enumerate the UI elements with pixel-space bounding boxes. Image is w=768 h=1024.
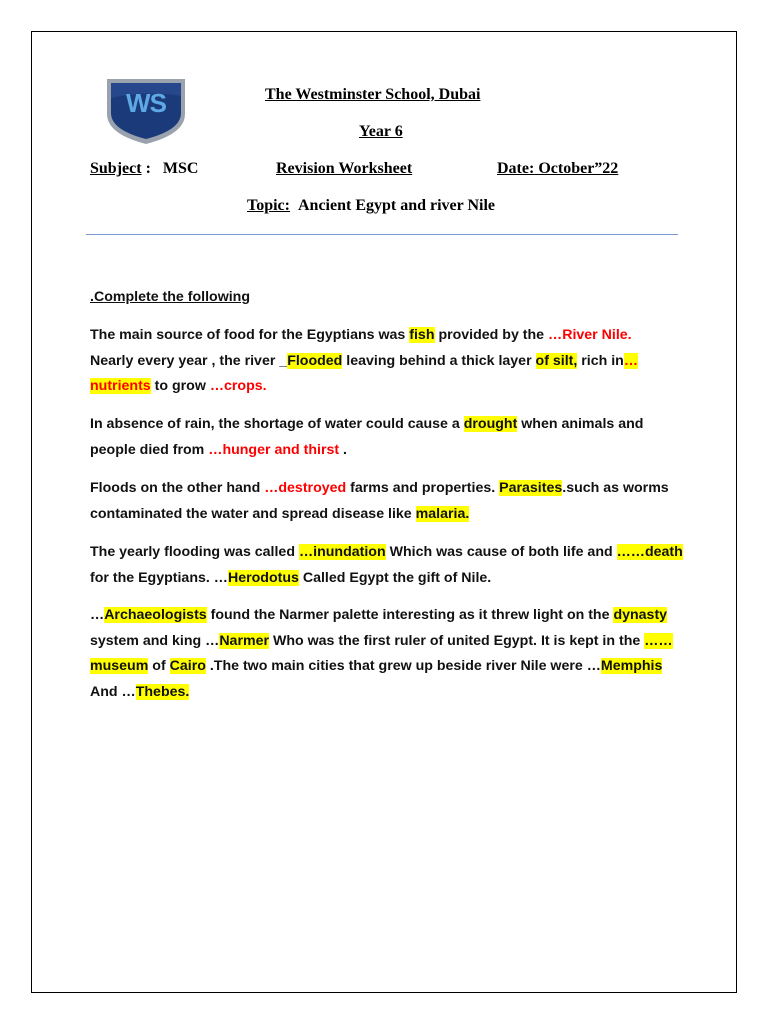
- topic-line: [247, 197, 495, 215]
- p5-answer-museum: ……museum: [90, 632, 673, 674]
- p1-text-6: to grow: [150, 378, 210, 394]
- p1-text-4: leaving behind a thick layer: [342, 352, 536, 369]
- school-logo: [104, 76, 188, 146]
- logo-letters: WS: [126, 88, 166, 118]
- p3-answer-destroyed: …destroyed: [264, 480, 347, 496]
- p3-text-3: .such as worms contaminated the water and spread disease like: [90, 480, 669, 522]
- p2-text-3: .: [339, 441, 347, 458]
- p1-answer-nutrients: …nutrients: [90, 352, 639, 394]
- date-line: [497, 160, 618, 178]
- p2-text-2: when animals and people died from: [90, 416, 644, 458]
- p5-text-3: Who was the first ruler of united Egypt. It is kept in the: [269, 632, 645, 649]
- p1-answer-river-nile: …River Nile.: [548, 327, 632, 343]
- p4-text-3: for the Egyptians. …: [90, 569, 228, 586]
- paragraph-5: [90, 603, 690, 705]
- worksheet-title: Revision Worksheet: [276, 160, 413, 177]
- year-label: Year 6: [359, 123, 403, 140]
- p5-text-2: system and king …: [90, 632, 220, 649]
- p3-answer-malaria: malaria.: [415, 505, 470, 522]
- p5-answer-memphis: Memphis: [600, 658, 663, 674]
- subject-sep: :: [141, 160, 151, 177]
- p1-answer-flooded: Flooded: [287, 352, 343, 369]
- paragraph-3: [90, 476, 690, 527]
- p4-text-2: Which was cause of both life and: [385, 544, 617, 560]
- paragraph-2: [90, 412, 690, 463]
- p1-text-3: Nearly every year , the river _: [90, 352, 288, 369]
- p1-answer-crops: …crops.: [209, 378, 267, 394]
- p4-text-4: Called Egypt the gift of Nile.: [298, 569, 492, 586]
- p5-answer-dynasty: dynasty: [613, 607, 668, 623]
- date-label: Date:: [497, 160, 535, 177]
- p4-answer-death: ……death: [616, 544, 683, 560]
- header-divider: [86, 234, 678, 235]
- paragraph-1: [90, 323, 690, 400]
- school-name: The Westminster School, Dubai: [265, 86, 481, 103]
- p4-answer-inundation: …inundation: [298, 544, 386, 560]
- p5-answer-narmer: Narmer: [219, 632, 269, 649]
- paragraph-4: [90, 540, 690, 591]
- p1-answer-fish: fish: [409, 327, 435, 343]
- p4-answer-herodotus: Herodotus: [227, 569, 299, 586]
- instruction: .Complete the following: [90, 289, 250, 305]
- p1-text-5: rich in: [577, 352, 624, 369]
- p5-text-6: And …: [90, 683, 136, 700]
- p3-text-1: Floods on the other hand: [90, 480, 265, 496]
- p3-answer-parasites: Parasites: [499, 480, 563, 496]
- p5-answer-cairo: Cairo: [169, 658, 206, 674]
- p1-text-1: The main source of food for the Egyptians was: [90, 327, 410, 343]
- p4-text-1: The yearly flooding was called: [90, 544, 299, 560]
- subject-value: MSC: [162, 160, 199, 177]
- p5-answer-thebes: Thebes.: [135, 683, 190, 700]
- date-value: October”22: [534, 160, 619, 177]
- p5-text-0: …: [90, 607, 105, 623]
- p5-answer-archaeologists: Archaeologists: [104, 607, 207, 623]
- p5-text-4: of: [148, 658, 170, 674]
- p5-text-5: .The two main cities that grew up beside river Nile were …: [205, 658, 601, 674]
- p3-text-2: farms and properties.: [346, 480, 500, 496]
- p2-answer-drought: drought: [463, 416, 518, 432]
- topic-label: Topic:: [247, 197, 290, 214]
- p5-text-1: found the Narmer palette interesting as it threw light on the: [206, 607, 614, 623]
- topic-value: Ancient Egypt and river Nile: [297, 197, 496, 214]
- p1-text-2: provided by the: [434, 327, 549, 343]
- p2-answer-hunger-thirst: …hunger and thirst: [208, 441, 340, 458]
- p1-answer-silt: of silt,: [535, 352, 578, 369]
- p2-text-1: In absence of rain, the shortage of water could cause a: [90, 416, 464, 432]
- subject-line: [90, 160, 198, 178]
- subject-label: Subject: [90, 160, 142, 177]
